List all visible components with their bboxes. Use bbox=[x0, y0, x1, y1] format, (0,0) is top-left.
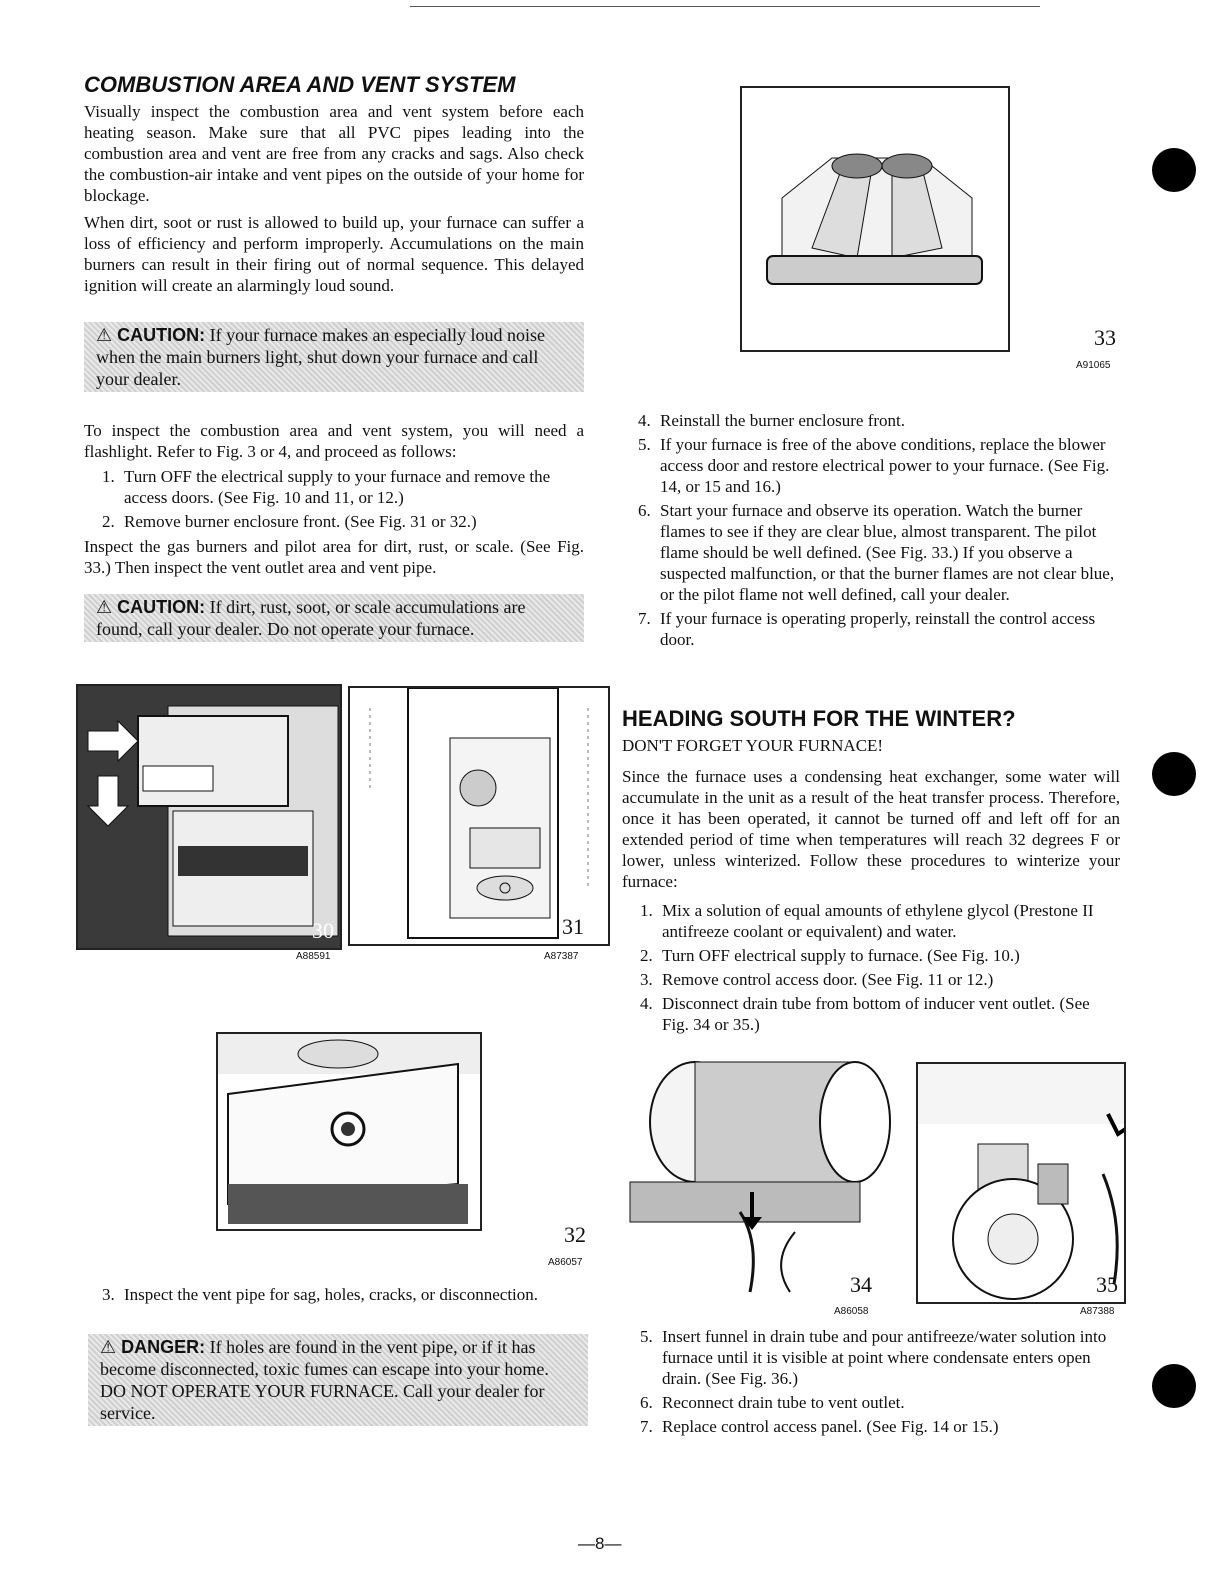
inducer-drain-tube-illustration bbox=[620, 1042, 910, 1304]
steps-list-e bbox=[622, 1326, 1120, 1437]
step-number: 4. bbox=[640, 994, 653, 1013]
list-item bbox=[622, 993, 1120, 1035]
paragraph-flashlight: To inspect the combustion area and vent system, you will need a flashlight. Refer to Fig. 3 or 4, and proceed as follows: bbox=[84, 421, 584, 461]
gas-burners-illustration bbox=[742, 88, 1008, 350]
burner-compartment-illustration bbox=[350, 688, 608, 944]
section-subtitle: DON'T FORGET YOUR FURNACE! bbox=[622, 736, 884, 755]
list-item bbox=[622, 969, 1120, 990]
step-text: If your furnace is free of the above conditions, replace the blower access door and restore electrical power to your furnace. (See Fig. 14, or 15 and 16.) bbox=[660, 435, 1110, 496]
step-number: 1. bbox=[640, 901, 653, 920]
step-text: Remove burner enclosure front. (See Fig. 31 or 32.) bbox=[124, 512, 477, 531]
caution-box-loud-noise bbox=[84, 322, 584, 392]
figure-33-number: 33 bbox=[1094, 325, 1116, 350]
paragraph-condensing: Since the furnace uses a condensing heat exchanger, some water will accumulate in the unit as a result of the heat transfer process. Therefore, once it has been operated, it cannot be turned off and left off for an extended period of time when temperatures will reach 32 degrees F or lower, unless winterized. Follow these procedures to winterize your furnace: bbox=[622, 767, 1120, 891]
list-item bbox=[620, 500, 1120, 605]
inducer-motor-illustration bbox=[918, 1064, 1124, 1302]
step-text: Reinstall the burner enclosure front. bbox=[660, 411, 906, 430]
figure-30-image bbox=[76, 684, 342, 950]
step-text: Replace control access panel. (See Fig. 14 or 15.) bbox=[662, 1417, 999, 1436]
step-3-block bbox=[84, 1284, 590, 1308]
step-number: 4. bbox=[638, 411, 651, 430]
figure-35-code: A87388 bbox=[1080, 1306, 1115, 1317]
step-text: Start your furnace and observe its operation. Watch the burner flames to see if they are clear blue, almost transparent. The pilot flame should be well defined. (See Fig. 33.) If you observe a suspected malfunction, or that the burner flames are not clear blue, or the pilot flame not well defined, call your dealer. bbox=[660, 501, 1115, 604]
figure-33-code: A91065 bbox=[1076, 360, 1111, 371]
figure-31-number: 31 bbox=[562, 914, 584, 939]
caution-text: If dirt, rust, soot, or scale accumulations are found, call your dealer. Do not operate your furnace. bbox=[96, 597, 526, 639]
step-number: 7. bbox=[638, 609, 651, 628]
list-item bbox=[622, 1392, 1120, 1413]
section-title-winter: HEADING SOUTH FOR THE WINTER? bbox=[622, 706, 1016, 731]
list-item bbox=[84, 1284, 590, 1305]
list-item bbox=[84, 511, 584, 532]
danger-box-vent-pipe bbox=[88, 1334, 588, 1426]
step-number: 6. bbox=[640, 1393, 653, 1412]
step-text: Insert funnel in drain tube and pour antifreeze/water solution into furnace until it is visible at point where condensate enters open drain. (See Fig. 36.) bbox=[662, 1327, 1107, 1388]
steps-list-d bbox=[622, 900, 1120, 1035]
danger-label: ⚠ DANGER: bbox=[100, 1337, 206, 1357]
figure-34-code: A86058 bbox=[834, 1306, 869, 1317]
punch-hole-icon bbox=[1152, 752, 1196, 796]
list-item bbox=[622, 1326, 1120, 1389]
danger-text: If holes are found in the vent pipe, or if it has become disconnected, toxic fumes can escape into your home. DO NOT OPERATE YOUR FURNACE. Call your dealer for service. bbox=[100, 1337, 549, 1423]
burner-enclosure-illustration bbox=[218, 1034, 480, 1229]
winterize-block bbox=[622, 766, 1120, 1038]
figure-32-image bbox=[216, 1032, 482, 1231]
step-text: If your furnace is operating properly, reinstall the control access door. bbox=[660, 609, 1096, 649]
step-number: 7. bbox=[640, 1417, 653, 1436]
figure-34-number: 34 bbox=[850, 1272, 872, 1297]
paragraph-dirt: When dirt, soot or rust is allowed to build up, your furnace can suffer a loss of efficiency and perform improperly. Accumulations on the main burners can result in their firing out of normal sequence. This delayed ignition will create an alarmingly loud sound. bbox=[84, 213, 584, 295]
list-item bbox=[620, 608, 1120, 650]
steps-list-a bbox=[84, 466, 584, 532]
step-number: 2. bbox=[640, 946, 653, 965]
caution-box-accumulations bbox=[84, 594, 584, 642]
list-item bbox=[84, 466, 584, 508]
step-text: Turn OFF the electrical supply to your furnace and remove the access doors. (See Fig. 10 and 11, or 12.) bbox=[124, 467, 551, 507]
step-text: Remove control access door. (See Fig. 11 or 12.) bbox=[662, 970, 994, 989]
top-rule bbox=[410, 6, 1040, 7]
list-item bbox=[620, 410, 1120, 431]
caution-label: ⚠ CAUTION: bbox=[96, 325, 206, 345]
figure-33-image bbox=[740, 86, 1010, 352]
step-text: Turn OFF electrical supply to furnace. (See Fig. 10.) bbox=[662, 946, 1020, 965]
step-number: 5. bbox=[640, 1327, 653, 1346]
step-text: Inspect the vent pipe for sag, holes, cracks, or disconnection. bbox=[124, 1285, 539, 1304]
step-number: 1. bbox=[102, 467, 115, 486]
step-number: 5. bbox=[638, 435, 651, 454]
section-title-combustion: COMBUSTION AREA AND VENT SYSTEM bbox=[84, 72, 516, 97]
page-number: —8— bbox=[578, 1534, 622, 1553]
winterize-steps-cont bbox=[622, 1326, 1120, 1440]
step-text: Reconnect drain tube to vent outlet. bbox=[662, 1393, 905, 1412]
figure-35-number: 35 bbox=[1096, 1272, 1118, 1297]
paragraph-inspect-burners: Inspect the gas burners and pilot area for dirt, rust, or scale. (See Fig. 33.) Then inspect the vent outlet area and vent pipe. bbox=[84, 537, 584, 577]
punch-hole-icon bbox=[1152, 1364, 1196, 1408]
figure-32-code: A86057 bbox=[548, 1257, 583, 1268]
list-item bbox=[622, 900, 1120, 942]
figure-31-image bbox=[348, 686, 610, 946]
list-item bbox=[622, 945, 1120, 966]
paragraph-inspect: Visually inspect the combustion area and vent system before each heating season. Make sure that all PVC pipes leading into the combustion area and vent are free from any cracks and sags. Also check the combustion-air intake and vent pipes on the outside of your home for blockage. bbox=[84, 102, 584, 205]
steps-list-b bbox=[84, 1284, 590, 1305]
procedure-block bbox=[84, 420, 584, 578]
caution-label: ⚠ CAUTION: bbox=[96, 597, 206, 617]
steps-list-c bbox=[620, 410, 1120, 650]
figure-31-code: A87387 bbox=[544, 951, 579, 962]
figure-30-code: A88591 bbox=[296, 951, 331, 962]
figure-35-image bbox=[916, 1062, 1126, 1304]
figure-34-image bbox=[620, 1042, 910, 1304]
step-number: 2. bbox=[102, 512, 115, 531]
step-number: 3. bbox=[102, 1285, 115, 1304]
step-number: 3. bbox=[640, 970, 653, 989]
step-text: Mix a solution of equal amounts of ethylene glycol (Prestone II antifreeze coolant or equivalent) and water. bbox=[662, 901, 1094, 941]
steps-continued-block bbox=[620, 410, 1120, 653]
list-item bbox=[622, 1416, 1120, 1437]
list-item bbox=[620, 434, 1120, 497]
punch-hole-icon bbox=[1152, 148, 1196, 192]
furnace-front-illustration bbox=[78, 686, 340, 948]
intro-text-block bbox=[84, 101, 584, 296]
figure-30-number: 30 bbox=[312, 918, 334, 943]
step-number: 6. bbox=[638, 501, 651, 520]
caution-text: If your furnace makes an especially loud noise when the main burners light, shut down your furnace and call your dealer. bbox=[96, 325, 545, 389]
step-text: Disconnect drain tube from bottom of inducer vent outlet. (See Fig. 34 or 35.) bbox=[662, 994, 1090, 1034]
figure-32-number: 32 bbox=[564, 1222, 586, 1247]
